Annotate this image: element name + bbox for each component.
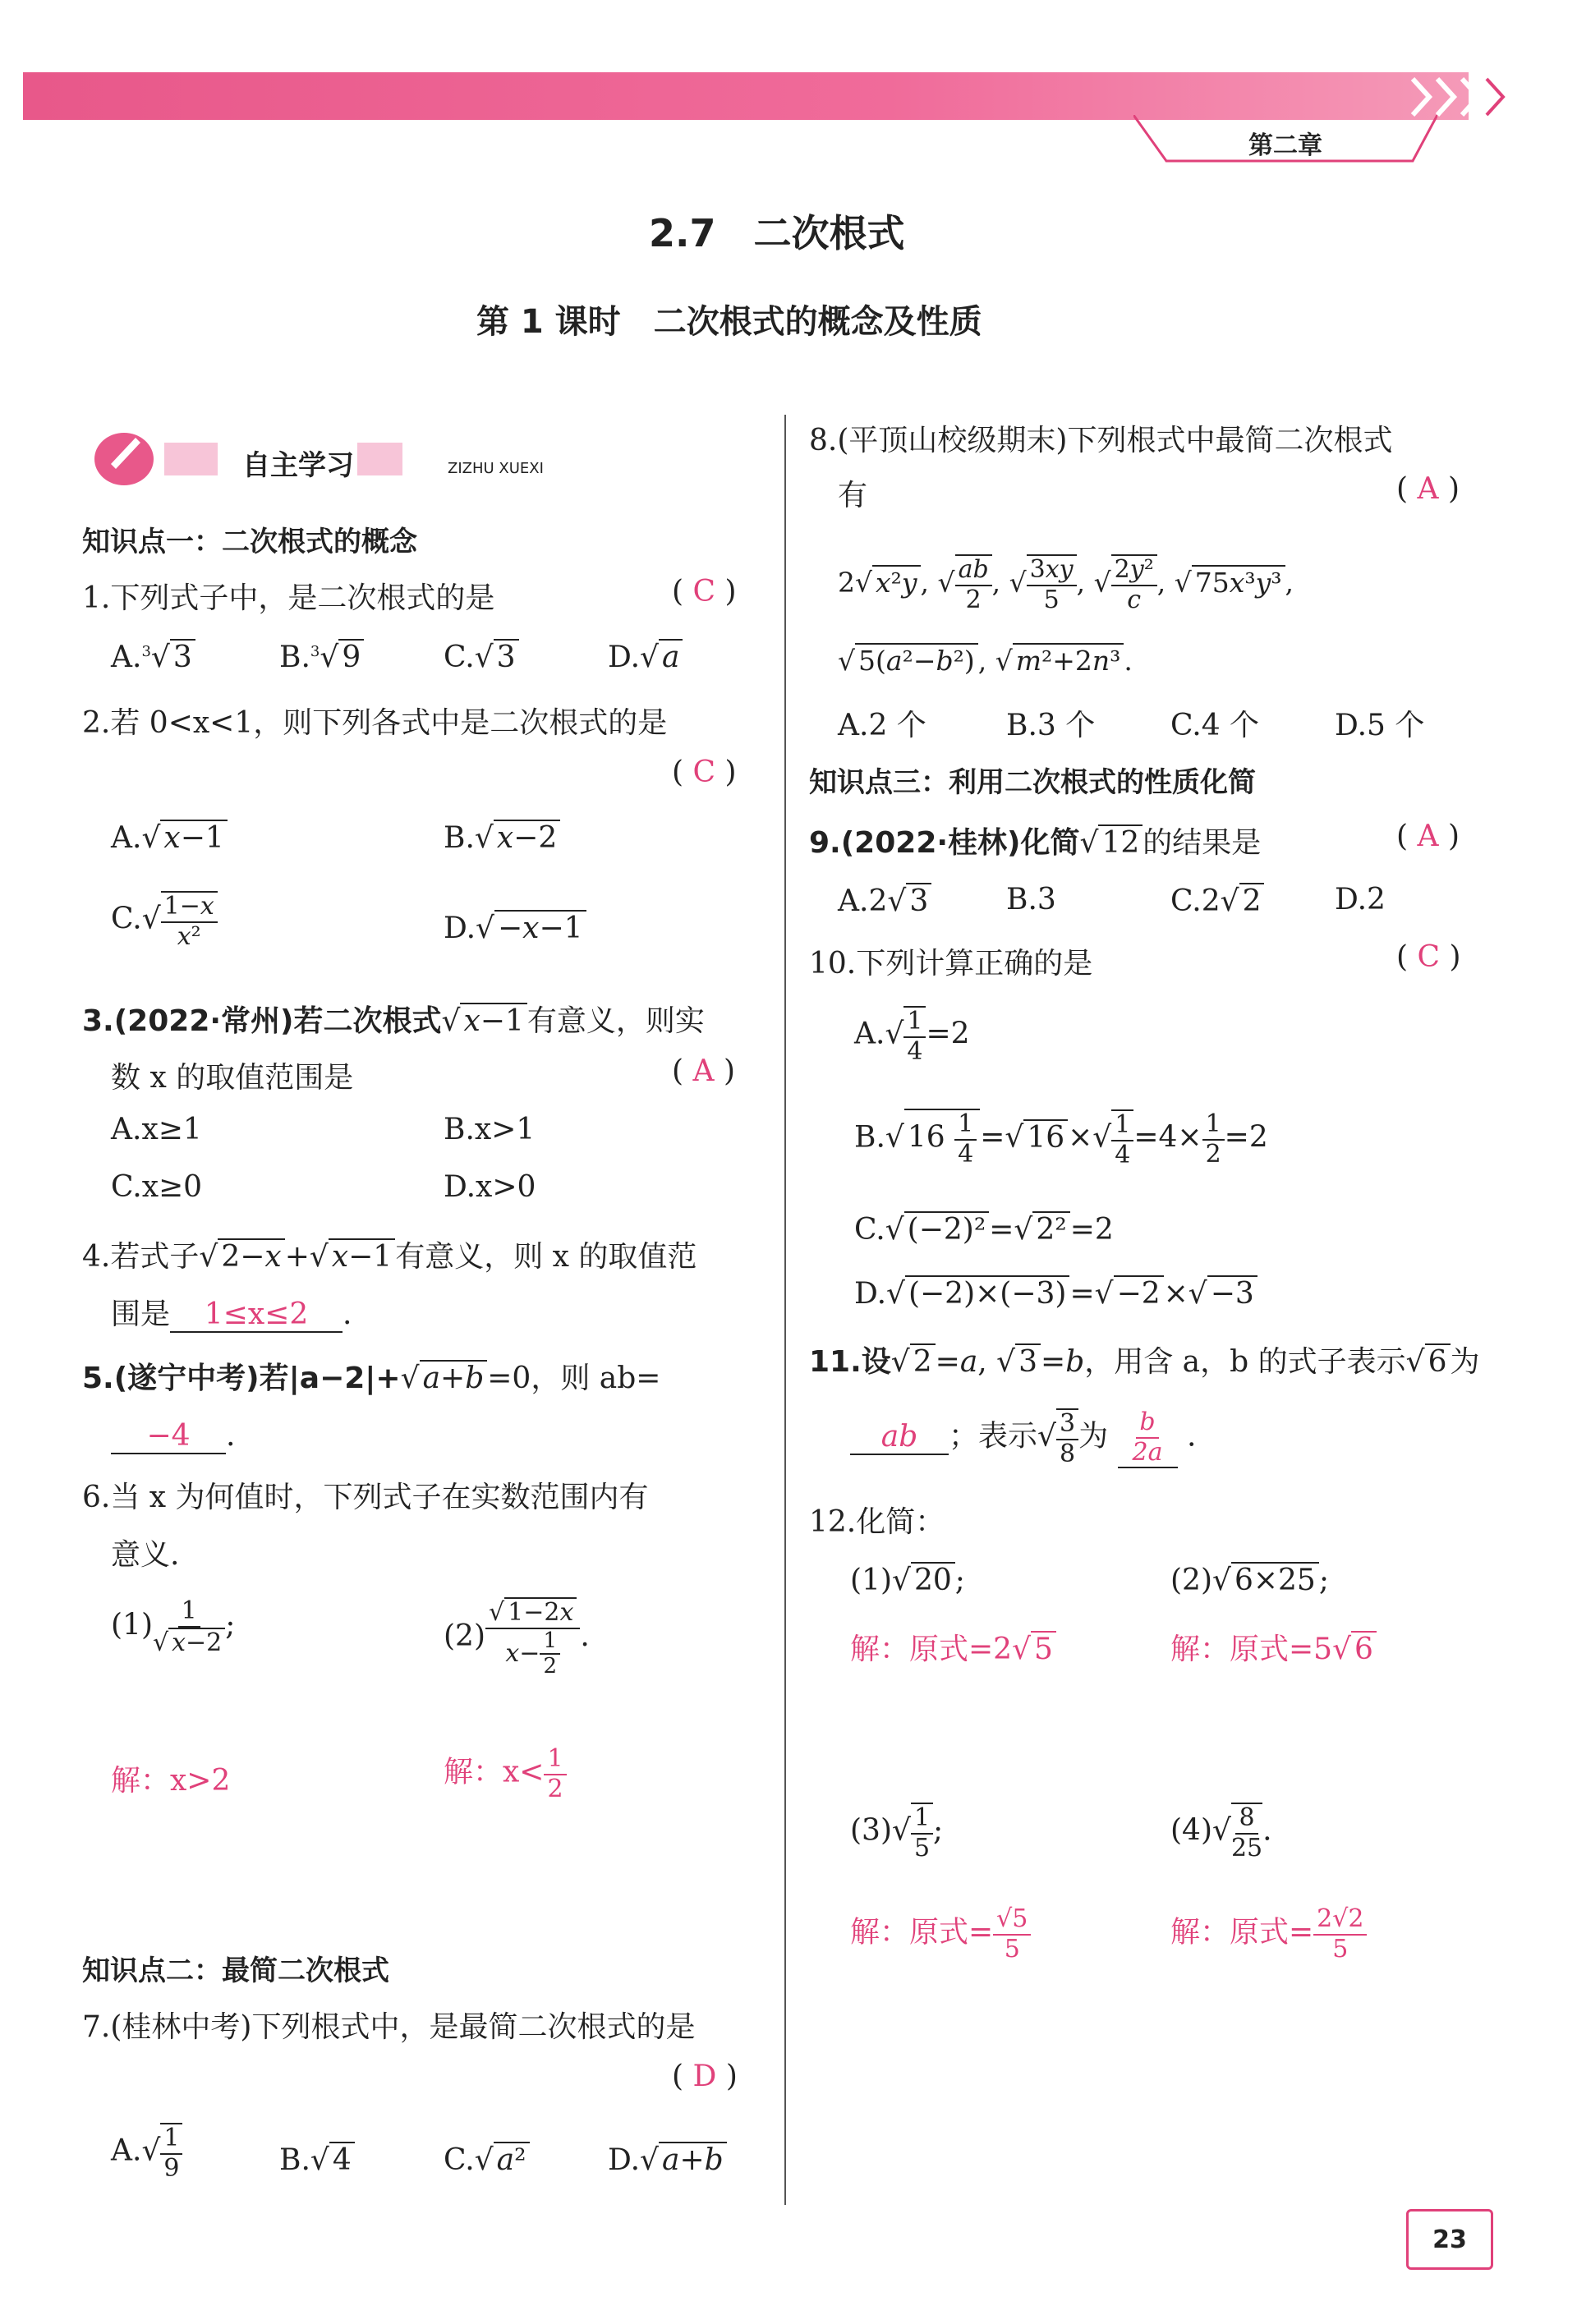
q9-option-c: C.2√ 2 xyxy=(1170,883,1264,918)
q12-stem: 12.化简： xyxy=(809,1505,945,1539)
q4-stem-line1: 4.若式子√ 2−x +√ x−1 有意义，则 x 的取值范 xyxy=(82,1240,697,1274)
chevron-arrows-icon xyxy=(1396,72,1528,122)
q8-option-c: C.4 个 xyxy=(1170,709,1260,742)
page-subtitle: 第 1 课时 二次根式的概念及性质 xyxy=(476,303,982,341)
q5-answer: −4 xyxy=(111,1419,226,1454)
q3-option-a: A.x≥1 xyxy=(111,1113,202,1146)
q10-answer: C xyxy=(1417,940,1441,974)
q3-option-d: D.x>0 xyxy=(444,1170,536,1204)
q6-part1: (1) $\frac{1}{√ x-2}$ ; xyxy=(111,1596,236,1657)
q11-answer-line: ab ；表示√ $\frac{3}{8}$ 为 $\frac{b}{2a}$ . xyxy=(850,1408,1196,1468)
q4-stem-line2: 围是 1≤x≤2 . xyxy=(111,1297,352,1331)
q12-solution-3: 解：原式= $\frac{√5}{5}$ xyxy=(850,1905,1031,1963)
q12-solution-4: 解：原式= $\frac{2√2}{5}$ xyxy=(1170,1905,1367,1963)
q8-option-d: D.5 个 xyxy=(1335,709,1425,742)
q7-stem: 7.(桂林中考)下列根式中，是最简二次根式的是 xyxy=(82,2010,696,2044)
q7-option-c: C.√ a² xyxy=(444,2142,530,2177)
q2-answer: C xyxy=(692,756,716,789)
q11-stem: 11.设√ 2 =a, √ 3 =b，用含 a，b 的式子表示√ 6 为 xyxy=(809,1345,1480,1379)
q1-option-b: B.$^3$√ 9 xyxy=(279,639,364,674)
q10-option-b: B.√ 16 $\frac{1}{4}$ =√ 16 ×√ $\frac{1}{4}$ =4× $\frac{1}{2}$ =2 xyxy=(854,1109,1268,1169)
header-banner xyxy=(23,72,1469,120)
q12-part1: (1)√ 20 ; xyxy=(850,1564,965,1597)
q3-answer-bracket: ( A ) xyxy=(672,1054,735,1088)
q10-option-c: C.√ (−2)² =√ 2² =2 xyxy=(854,1213,1114,1247)
q1-option-d: D.√ a xyxy=(608,639,683,674)
q2-option-d: D.√ −x−1 xyxy=(444,910,586,945)
section-heading-3: 知识点三：利用二次根式的性质化简 xyxy=(809,766,1256,799)
q8-expressions-line2: √ 5(a²−b²) , √ m²+2n³ . xyxy=(838,645,1133,677)
q11-answer-2: $\frac{b}{2a}$ xyxy=(1118,1408,1178,1468)
page-number: 23 xyxy=(1406,2209,1493,2270)
q7-option-d: D.√ a+b xyxy=(608,2142,727,2177)
q8-stem-line1: 8.(平顶山校级期末)下列根式中最简二次根式 xyxy=(809,424,1393,457)
q1-stem: 1.下列式子中，是二次根式的是 xyxy=(82,581,495,615)
q10-answer-bracket: ( C ) xyxy=(1396,940,1461,974)
q9-answer: A xyxy=(1417,820,1439,853)
q8-stem-line2: 有 xyxy=(838,479,868,512)
q3-option-c: C.x≥0 xyxy=(111,1170,203,1204)
q8-answer-bracket: ( A ) xyxy=(1396,472,1460,506)
section-heading-2: 知识点二：最简二次根式 xyxy=(82,1954,389,1987)
q7-option-a: A.√ $\frac{1}{9}$ xyxy=(111,2123,182,2183)
q1-answer-bracket: ( C ) xyxy=(672,575,737,609)
q9-option-a: A.2√ 3 xyxy=(838,883,931,918)
q1-answer: C xyxy=(692,575,716,609)
q9-stem: 9.(2022·桂林)化简√ 12 的结果是 xyxy=(809,826,1262,860)
q2-option-b: B.√ x−2 xyxy=(444,820,560,855)
page-title: 2.7 二次根式 xyxy=(649,211,905,255)
q8-answer: A xyxy=(1417,472,1439,506)
q3-stem-line1: 3.(2022·常州)若二次根式√ x−1 有意义，则实 xyxy=(82,1004,705,1038)
q5-answer-line: −4 . xyxy=(111,1419,235,1454)
q2-option-a: A.√ x−1 xyxy=(111,820,228,855)
q12-part2: (2)√ 6×25 ; xyxy=(1170,1564,1329,1597)
q6-solution-2: 解：x< $\frac{1}{2}$ xyxy=(444,1745,567,1803)
section-heading-1: 知识点一：二次根式的概念 xyxy=(82,526,417,558)
q6-solution-1: 解：x>2 xyxy=(111,1764,231,1798)
q12-solution-2: 解：原式=5√ 6 xyxy=(1170,1626,1377,1668)
q10-option-a: A.√ $\frac{1}{4}$ =2 xyxy=(854,1007,970,1066)
q2-stem: 2.若 0<x<1，则下列各式中是二次根式的是 xyxy=(82,706,668,740)
q3-stem-line2: 数 x 的取值范围是 xyxy=(111,1061,354,1095)
q8-option-a: A.2 个 xyxy=(838,709,926,742)
q6-stem-line2: 意义. xyxy=(111,1538,180,1572)
q6-stem-line1: 6.当 x 为何值时，下列式子在实数范围内有 xyxy=(82,1481,649,1514)
q1-option-a: A.$^3$√ 3 xyxy=(111,639,195,674)
q9-answer-bracket: ( A ) xyxy=(1396,820,1460,853)
q11-answer-1: ab xyxy=(850,1420,949,1455)
q5-stem: 5.(遂宁中考)若|a−2|+√ a+b =0，则 ab= xyxy=(82,1362,661,1395)
q7-answer: D xyxy=(692,2060,717,2093)
q4-answer: 1≤x≤2 xyxy=(170,1297,343,1333)
badge-label: 自主学习 xyxy=(242,449,354,482)
q8-option-b: B.3 个 xyxy=(1006,709,1096,742)
q7-option-b: B.√ 4 xyxy=(279,2142,355,2177)
q12-solution-1: 解：原式=2√ 5 xyxy=(850,1626,1056,1668)
q2-answer-bracket: ( C ) xyxy=(672,756,737,789)
q12-part3: (3)√ $\frac{1}{5}$ ; xyxy=(850,1803,944,1862)
chapter-label: 第二章 xyxy=(1248,131,1322,160)
q10-option-d: D.√ (−2)×(−3) =√ −2 ×√ −3 xyxy=(854,1275,1257,1311)
q6-part2: (2) √ 1−2x x− $\frac{1}{2}$ . xyxy=(444,1598,590,1679)
column-divider xyxy=(784,415,786,2205)
q9-option-d: D.2 xyxy=(1335,883,1386,916)
self-study-badge xyxy=(86,423,431,489)
q8-expressions-line1: 2√ x²y , √ $\frac{ab}{2}$ , √ $\frac{3xy}{5}$ , √ $\frac{\text{2y²}}{c}$ , √ 75x³y³ , xyxy=(838,555,1294,614)
q10-stem: 10.下列计算正确的是 xyxy=(809,947,1093,981)
q3-option-b: B.x>1 xyxy=(444,1113,536,1146)
q9-option-b: B.3 xyxy=(1006,883,1056,916)
q3-answer: A xyxy=(692,1054,715,1088)
q12-part4: (4)√ $\frac{8}{25}$ . xyxy=(1170,1803,1272,1862)
q1-option-c: C.√ 3 xyxy=(444,639,519,674)
badge-pinyin: ZIZHU XUEXI xyxy=(448,460,544,477)
q2-option-c: C.√ $\frac{1-x}{\text{x²}}$ xyxy=(111,891,218,951)
q7-answer-bracket: ( D ) xyxy=(672,2060,738,2093)
